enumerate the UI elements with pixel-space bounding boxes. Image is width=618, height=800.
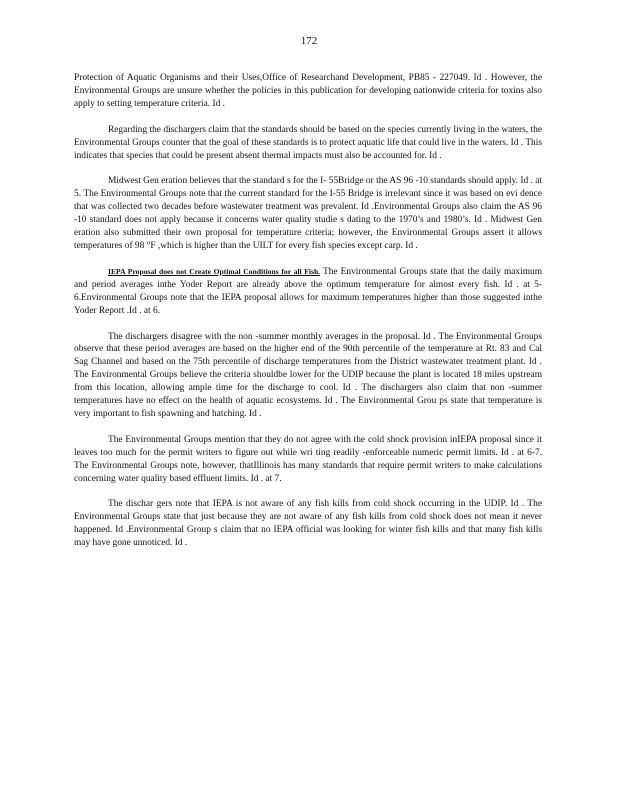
paragraph-7: The dischar gers note that IEPA is not aware of any fish kills from cold shock occurring in the UDIP. Id . The Environmental Groups state that just because they are not aware of any fish kills from cold shock does not mean it never happened. Id .Environmental Group s claim that no IEPA official was looking for winter fish kills and that many fish kills may have gone unnoticed. Id . [74,499,542,549]
document-body [74,72,542,563]
paragraph-6: The Environmental Groups mention that they do not agree with the cold shock provision inIEPA proposal since it leaves too much for the permit writers to figure out while wri ting readily -enforceable numeric permit limits. Id . at 6-7. The Environmental Groups note, however, thatIllinois has many standards that require permit writers to make calculations concerning water quality based effluent limits. Id . at 7. [74,434,542,484]
paragraph-2: Regarding the dischargers claim that the standards should be based on the species currently living in the waters, the Environmental Groups counter that the goal of these standards is to protect aquatic life that could live in the waters. Id . This indicates that species that could be present absent thermal impacts must also be accounted for. Id . [74,124,542,161]
paragraph-5: The dischargers disagree with the non -summer monthly averages in the proposal. Id . The Environmental Groups observe that these period averages are based on the higher end of the 90th percentile of the temperature at Rt. 83 and Cal Sag Channel and based on the 75th percentile of discharge temperatures from the District wastewater treatment plant. Id . The Environmental Groups believe the criteria shouldbe lower for the UDIP because the plant is located 18 miles upstream from this location, allowing ample time for the discharge to cool. Id . The dischargers also claim that non -summer temperatures have no effect on the health of aquatic ecosystems. Id . The Environmental Grou ps state that temperature is very important to fish spawning and hatching. Id . [74,331,542,419]
paragraph-4-text: The Environmental Groups state that the daily maximum and period averages inthe Yoder Report are already above the optimum temperature for almost every fish. Id . at 5-6.Environmental Groups note that the IEPA proposal allows for maximum temperatures higher than those suggested inthe Yoder Report .Id . at 6. [74,266,542,316]
paragraph-4 [74,266,542,318]
paragraph-3: Midwest Gen eration believes that the standard s for the I- 55Bridge or the AS 96 -10 standards should apply. Id . at 5. The Environmental Groups note that the current standard for the I-55 Bridge is irrelevant since it was based on evi dence that was collected two decades before wastewater treatment was prevalent. Id .Environmental Groups also claim the AS 96 -10 standard does not apply because it concerns water quality studie s dating to the 1970’s and 1980’s. Id . Midwest Gen eration also submitted their own proposal for temperature criteria; however, the Environmental Groups assert it allows temperatures of 98 °F ,which is higher than the UILT for every fish species except carp. Id . [74,176,542,251]
paragraph-1: Protection of Aquatic Organisms and their Uses,Office of Researchand Development, PB85 - 227049. Id . However, the Environmental Groups are unsure whether the policies in this publication for developing nationwide criteria for toxins also apply to setting temperature criteria. Id . [74,73,542,109]
section-heading: IEPA Proposal does not Create Optimal Conditions for all Fish. [108,266,321,276]
page-number: 172 [300,35,318,47]
